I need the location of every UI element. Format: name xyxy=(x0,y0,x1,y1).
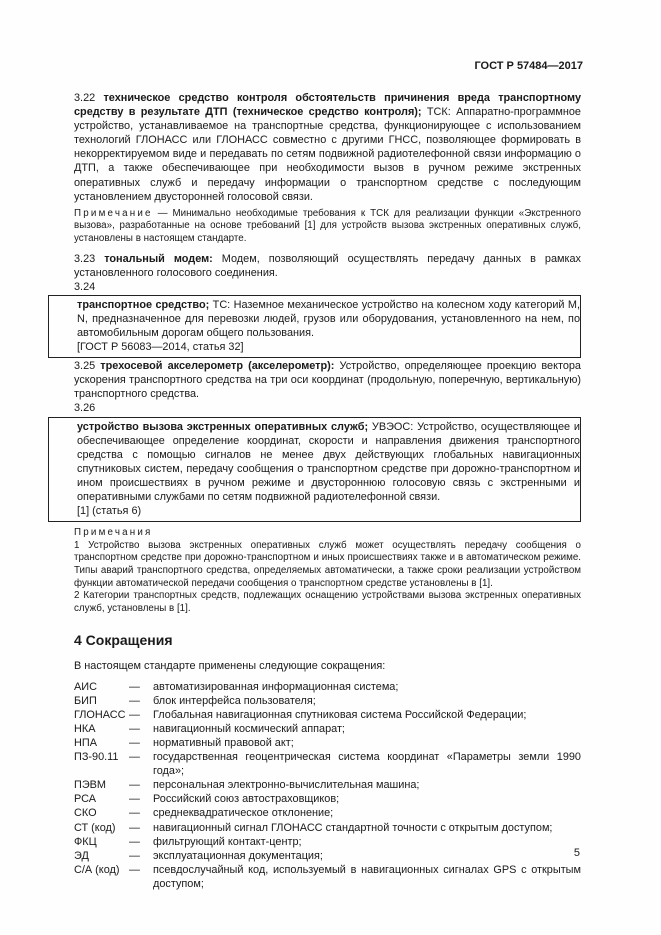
definition-text: Устройство, определяющее проекцию вектора ускорения транспортного средства на три оси координат (продольную, поперечную, вертикальную) транспортного средства. xyxy=(74,360,581,401)
definition-3-26 xyxy=(77,420,580,505)
abbreviations-table xyxy=(74,680,581,891)
abbreviation-desc: псевдослучайный код, используемый в навигационных сигналах GPS с открытым доступом; xyxy=(153,863,581,890)
abbreviation-term: БИП xyxy=(74,694,97,707)
definition-term: устройство вызова экстренных оперативных служб; xyxy=(77,420,369,433)
definition-text: ТС: Наземное механическое устройство на колесном ходу категорий M, N, предназначенное для перевозки людей, грузов или оборудования, установленного на нем, по автомобильным дорогам общего пользования. xyxy=(77,298,581,339)
abbreviation-term: ЭД xyxy=(74,849,89,862)
abbreviation-row xyxy=(74,694,581,708)
definition-term: трехосевой акселерометр (акселерометр): xyxy=(100,360,335,373)
abbreviation-desc: государственная геоцентрическая система координат «Параметры земли 1990 года»; xyxy=(153,751,581,778)
abbreviation-term: ПЗ-90.11 xyxy=(74,751,119,764)
abbreviation-term: ГЛОНАСС xyxy=(74,708,126,721)
standard-header: ГОСТ Р 57484—2017 xyxy=(474,60,583,72)
note-text: — Минимально необходимые требования к ТСК для реализации функции «Экстренного вызова», разработанные на основе требований [1] для устройств вызова экстренных оперативных служб, установлены в настоящем стандарте. xyxy=(74,207,581,244)
abbreviation-dash: — xyxy=(129,835,140,848)
section-title: 4 Сокращения xyxy=(74,632,173,649)
abbreviation-term: ФКЦ xyxy=(74,835,97,848)
abbreviation-desc: Российский союз автостраховщиков; xyxy=(153,793,340,806)
definition-3-25 xyxy=(74,359,581,401)
definition-box-3-24 xyxy=(48,295,581,358)
abbreviation-desc: блок интерфейса пользователя; xyxy=(153,694,316,707)
abbreviation-dash: — xyxy=(129,694,140,707)
note-label: Примечание xyxy=(74,207,153,219)
abbreviation-term: СКО xyxy=(74,807,97,820)
abbreviation-dash: — xyxy=(129,736,140,749)
note-3-22 xyxy=(74,208,581,246)
abbreviation-dash: — xyxy=(129,807,140,820)
abbreviation-dash: — xyxy=(129,751,140,764)
item-number: 3.25 xyxy=(74,360,96,373)
abbreviation-row xyxy=(74,722,581,736)
abbreviation-row xyxy=(74,849,581,863)
abbreviation-row xyxy=(74,736,581,750)
abbreviation-desc: навигационный сигнал ГЛОНАСС стандартной точности с открытым доступом; xyxy=(153,821,553,834)
abbreviation-row xyxy=(74,806,581,820)
page-number: 5 xyxy=(573,847,580,859)
definition-3-24 xyxy=(77,298,580,340)
section-intro: В настоящем стандарте применены следующие сокращения: xyxy=(74,660,386,673)
definition-source: [1] (статья 6) xyxy=(77,505,142,518)
abbreviation-dash: — xyxy=(129,863,140,876)
item-number: 3.22 xyxy=(74,92,96,104)
definition-text: Модем, позволяющий осуществлять передачу данных в рамках установленного голосового соединения. xyxy=(74,252,581,279)
abbreviation-desc: навигационный космический аппарат; xyxy=(153,722,345,735)
note-2: 2 Категории транспортных средств, подлежащих оснащению устройствами вызова экстренных оперативных служб, установлены в [1]. xyxy=(74,590,581,614)
definition-source: [ГОСТ Р 56083—2014, статья 32] xyxy=(77,341,244,354)
abbreviation-desc: автоматизированная информационная система; xyxy=(153,680,399,693)
abbreviation-desc: Глобальная навигационная спутниковая система Российской Федерации; xyxy=(153,708,527,721)
definition-term: техническое средство контроля обстоятельств причинения вреда транспортному средству в результате ДТП (техническое средство контроля); xyxy=(74,92,582,119)
abbreviation-row xyxy=(74,708,581,722)
abbreviation-term: С/А (код) xyxy=(74,863,120,876)
definition-term: транспортное средство; xyxy=(77,298,210,311)
abbreviation-desc: нормативный правовой акт; xyxy=(153,736,294,749)
definition-3-23 xyxy=(74,252,581,280)
abbreviation-row xyxy=(74,750,581,778)
abbreviation-row xyxy=(74,835,581,849)
definition-text: УВЭОС: Устройство, осуществляющее и обеспечивающее определение координат, скорости и направления движения транспортного средства с помощью сигналов не менее двух действующих глобальных навигационных спутниковых систем, передачу сообщения о транспортном средстве при дорожно-транспортном и ином происшествиях в ручном режиме и двустороннюю голосовую связь с экстренными и оперативными службами по сетям подвижной радиотелефонной связи. xyxy=(77,420,580,504)
item-number-3-24: 3.24 xyxy=(74,280,96,293)
abbreviation-desc: среднеквадратическое отклонение; xyxy=(153,807,334,820)
page-content xyxy=(74,91,581,891)
definition-3-22 xyxy=(74,91,581,204)
abbreviation-dash: — xyxy=(129,680,140,693)
definition-box-3-26 xyxy=(48,417,581,523)
abbreviation-dash: — xyxy=(129,849,140,862)
abbreviation-term: НПА xyxy=(74,736,97,749)
definition-term: тональный модем: xyxy=(104,252,213,265)
abbreviation-dash: — xyxy=(129,779,140,792)
definition-text: ТСК: Аппаратно-программное устройство, устанавливаемое на транспортные средства, функционирующее с использованием технологий ГЛОНАСС или ГЛОНАСС совместно с другими ГНСС, позволяющее формировать в некорректируемом виде и передавать по сетям подвижной радиотелефонной связи информацию о ДТП, а также обеспечивающее при необходимости вызов в ручном режиме экстренных оперативных служб и передачу информации о транспортном средстве с последующим установлением двусторонней голосовой связи. xyxy=(74,106,581,203)
abbreviation-term: РСА xyxy=(74,793,97,806)
abbreviation-desc: персональная электронно-вычислительная машина; xyxy=(153,779,420,792)
item-number-3-26: 3.26 xyxy=(74,402,96,415)
abbreviation-dash: — xyxy=(129,821,140,834)
abbreviation-term: НКА xyxy=(74,722,96,735)
note-1: 1 Устройство вызова экстренных оперативных служб может осуществлять передачу сообщения о транспортном средстве при дорожно-транспортном и иных происшествиях также и в автоматическом режиме. Типы аварий транспортного средства, определяемых автоматически, а также сроки реализации устройством функции автоматической передачи сообщения о транспортном средстве установлены в [1]. xyxy=(74,539,581,589)
abbreviation-dash: — xyxy=(129,793,140,806)
abbreviation-row xyxy=(74,778,581,792)
item-number: 3.23 xyxy=(74,252,96,265)
abbreviation-term: СТ (код) xyxy=(74,821,116,834)
abbreviation-dash: — xyxy=(129,722,140,735)
abbreviation-row xyxy=(74,863,581,891)
abbreviation-row xyxy=(74,821,581,835)
notes-label: Примечания xyxy=(74,527,153,539)
abbreviation-desc: фильтрующий контакт-центр; xyxy=(153,835,302,848)
abbreviation-term: ПЭВМ xyxy=(74,779,106,792)
abbreviation-term: АИС xyxy=(74,680,97,693)
abbreviation-dash: — xyxy=(129,708,140,721)
abbreviation-row xyxy=(74,680,581,694)
abbreviation-desc: эксплуатационная документация; xyxy=(153,849,323,862)
abbreviation-row xyxy=(74,792,581,806)
